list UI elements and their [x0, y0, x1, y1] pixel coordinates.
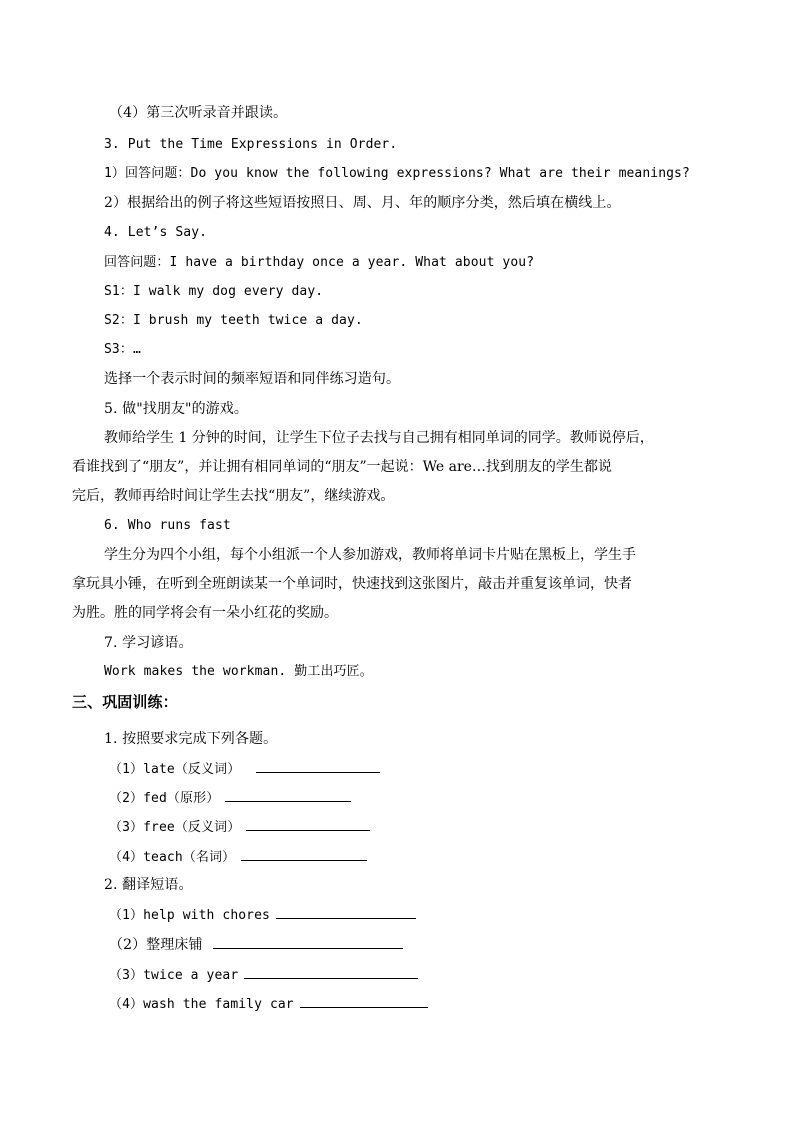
- pair-practice-instruction: 选择一个表示时间的频率短语和同伴练习造句。: [104, 371, 401, 387]
- activity-3-title: 3. Put the Time Expressions in Order.: [104, 137, 398, 152]
- answer-blank-1-3[interactable]: [246, 816, 370, 831]
- activity-5-title: 5. 做"找朋友"的游戏。: [104, 401, 248, 417]
- answer-blank-2-1[interactable]: [276, 904, 416, 919]
- exercise-1-item-2-label: （2）fed（原形）: [109, 791, 220, 806]
- activity-5-paragraph-line-3: 完后，教师再给时间让学生去找“朋友”，继续游戏。: [72, 488, 395, 504]
- answer-blank-2-3[interactable]: [244, 964, 418, 979]
- answer-blank-1-4[interactable]: [241, 846, 367, 861]
- exercise-1-item-4: [109, 846, 367, 868]
- exercise-2-item-2: [109, 934, 403, 955]
- activity-4-title: 4. Let’s Say.: [104, 225, 208, 240]
- exercise-1-item-2: [109, 787, 351, 809]
- activity-6-paragraph-line-2: 拿玩具小锤，在听到全班朗读某一个单词时，快速找到这张图片，敲击并重复该单词，快者: [72, 576, 632, 592]
- answer-question-text: 回答问题：I have a birthday once a year. What about you?: [104, 255, 535, 270]
- exercise-1-item-3-label: （3）free（反义词）: [109, 820, 241, 835]
- answer-blank-1-1[interactable]: [256, 758, 380, 773]
- proverb-line: Work makes the workman. 勤工出巧匠。: [104, 664, 373, 679]
- activity-5-paragraph-line-1: 教师给学生 1 分钟的时间，让学生下位子去找与自己拥有相同单词的同学。教师说停后，: [104, 430, 654, 446]
- exercise-1-item-1-label: （1）late（反义词）: [109, 762, 241, 777]
- step-4-listen-third-time: （4）第三次听录音并跟读。: [109, 105, 288, 121]
- question-1-text: 1）回答问题：Do you know the following expressions? What are their meanings?: [104, 166, 690, 181]
- exercise-2-item-3: [109, 964, 418, 986]
- answer-blank-1-2[interactable]: [225, 787, 351, 802]
- question-2-text: 2）根据给出的例子将这些短语按照日、周、月、年的顺序分类，然后填在横线上。: [104, 195, 621, 211]
- exercise-2-item-3-label: （3）twice a year: [109, 968, 239, 983]
- activity-6-title: 6. Who runs fast: [104, 518, 231, 533]
- activity-6-paragraph-line-1: 学生分为四个小组，每个小组派一个人参加游戏，教师将单词卡片贴在黑板上，学生手: [104, 547, 636, 563]
- activity-6-paragraph-line-3: 为胜。胜的同学将会有一朵小红花的奖励。: [72, 605, 338, 621]
- exercise-1-title: 1. 按照要求完成下列各题。: [104, 731, 278, 747]
- exercise-2-item-1-label: （1）help with chores: [109, 908, 270, 923]
- exercise-1-item-1: [109, 758, 380, 780]
- exercise-2-item-1: [109, 904, 416, 926]
- answer-blank-2-2[interactable]: [213, 934, 403, 949]
- exercise-2-item-2-label: （2）整理床铺: [109, 937, 203, 953]
- activity-5-paragraph-line-2: 看谁找到了“朋友”，并让拥有相同单词的“朋友”一起说：We are…找到朋友的学生都说: [72, 459, 612, 475]
- exercise-2-item-4: [109, 993, 428, 1015]
- student-1-line: S1：I walk my dog every day.: [104, 284, 324, 299]
- section-3-heading: 三、巩固训练：: [72, 693, 178, 711]
- exercise-1-item-4-label: （4）teach（名词）: [109, 850, 236, 865]
- exercise-2-title: 2. 翻译短语。: [104, 877, 193, 893]
- student-3-line: S3：…: [104, 342, 141, 357]
- student-2-line: S2：I brush my teeth twice a day.: [104, 313, 363, 328]
- exercise-1-item-3: [109, 816, 370, 838]
- exercise-2-item-4-label: （4）wash the family car: [109, 997, 294, 1012]
- answer-blank-2-4[interactable]: [300, 993, 428, 1008]
- activity-7-title: 7. 学习谚语。: [104, 635, 193, 651]
